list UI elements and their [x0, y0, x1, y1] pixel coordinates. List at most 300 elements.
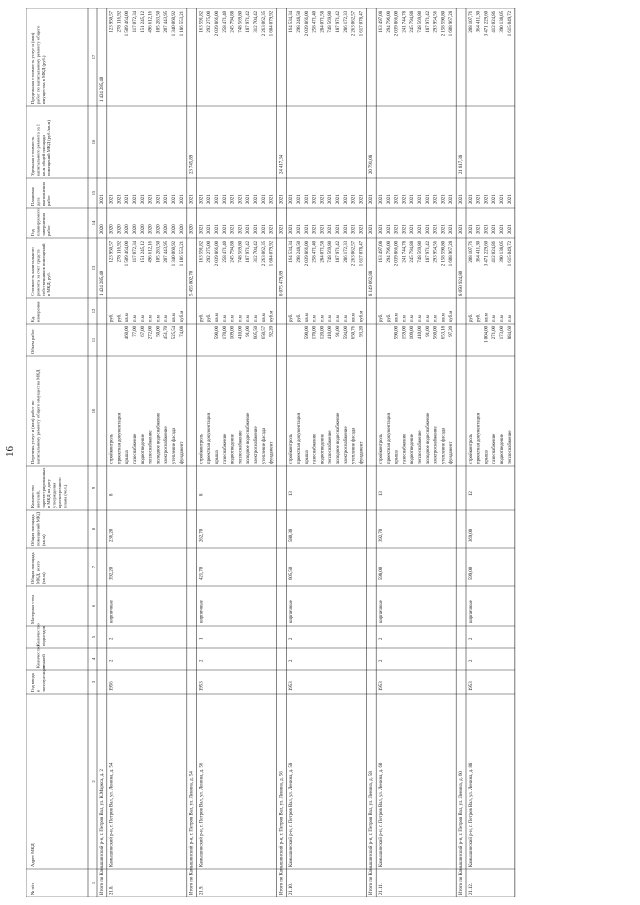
- work-year: 2020: [156, 224, 162, 234]
- work-name: стройконтроль: [199, 433, 205, 464]
- work-year: 2021: [351, 224, 357, 234]
- total-row-label: Итого по Камышинский р-н, г. Петров Вал, ул. К.Маркса, д. 2: [99, 769, 105, 895]
- column-number: 2: [91, 780, 96, 783]
- total-area: 421,70: [199, 566, 205, 580]
- work-unit: руб.: [109, 313, 115, 322]
- work-quantity: 74,08: [179, 326, 185, 337]
- work-name: стройконтроль: [109, 433, 115, 464]
- entrances: 2: [379, 637, 384, 640]
- work-limit: 1 617 078,47: [359, 11, 365, 37]
- floors: 2: [379, 659, 384, 662]
- column-header: Год вводавэксплуатацию: [30, 664, 46, 692]
- work-name: газоснабжение: [492, 433, 498, 464]
- work-limit: 245 794,88: [230, 11, 236, 33]
- work-limit: 1 608 967,28: [449, 11, 455, 37]
- total-year: 2020: [99, 224, 105, 234]
- column-number: 15: [91, 190, 96, 196]
- work-quantity: 91,00: [425, 326, 431, 337]
- work-cost: 105 283,50: [156, 241, 162, 263]
- work-cost: 748 569,80: [328, 241, 334, 263]
- work-year: 2021: [336, 224, 341, 234]
- wall-material: кирпичные: [199, 600, 205, 623]
- work-limit: 1 509 464,00: [125, 11, 131, 37]
- work-unit: п.м: [254, 315, 259, 322]
- work-quantity: 120,00: [320, 326, 326, 340]
- work-name: теплоснабжение: [148, 430, 154, 464]
- work-cost: 1 340 060,92: [172, 241, 177, 267]
- work-unit: п.м: [246, 315, 252, 322]
- work-unit: руб.: [386, 313, 392, 322]
- work-unit: руб.: [207, 313, 213, 322]
- work-unit: п.м: [433, 315, 439, 322]
- work-name: крыша: [125, 450, 131, 464]
- work-quantity: 451,70: [164, 326, 170, 340]
- work-quantity: 884,60: [507, 326, 513, 340]
- floors: 2: [109, 659, 115, 662]
- work-cost: 364 411,30: [476, 241, 482, 263]
- work-date: 2021: [246, 194, 252, 204]
- work-quantity: 92,20: [269, 326, 275, 337]
- work-unit: кв.м: [304, 313, 310, 322]
- work-unit: руб.: [379, 313, 384, 322]
- work-unit: кв.м: [172, 313, 177, 322]
- work-date: 2021: [418, 194, 423, 204]
- year-built: 1953: [199, 681, 205, 691]
- column-header: Стоимость капитальногоремонта за счет средствсобственников помещенийв МКД, руб.: [30, 243, 52, 296]
- work-year: 2021: [402, 224, 408, 234]
- work-cost: 1 604 079,92: [269, 241, 275, 267]
- work-name: водоотведение: [230, 434, 236, 464]
- column-number: 6: [91, 604, 96, 608]
- work-unit: п.м: [164, 315, 170, 322]
- work-cost: 241 744,78: [402, 241, 408, 263]
- work-year: 2021: [230, 224, 236, 234]
- work-year: 2021: [297, 224, 302, 234]
- work-quantity: 109,00: [230, 326, 236, 340]
- work-year: 2021: [261, 224, 267, 234]
- total-cost: 8 149 062,88: [369, 270, 375, 296]
- work-date: 2021: [343, 194, 349, 204]
- residents: 13: [289, 491, 295, 496]
- work-year: 2021: [289, 224, 295, 234]
- work-unit: руб.: [468, 313, 474, 322]
- work-date: 2021: [386, 194, 392, 204]
- work-limit: 2 039 866,00: [304, 11, 310, 37]
- floors: 2: [468, 659, 474, 662]
- work-date: 2021: [359, 194, 365, 204]
- work-quantity: 91,00: [336, 326, 341, 337]
- work-unit: п.м: [410, 315, 416, 322]
- work-date: 2021: [410, 194, 416, 204]
- work-quantity: 170,00: [312, 326, 318, 340]
- total-date: 2021: [369, 194, 375, 204]
- work-quantity: 650,76: [351, 326, 357, 340]
- work-unit: п.м: [222, 315, 228, 322]
- work-quantity: 594,00: [343, 326, 349, 340]
- work-unit: руб.: [476, 313, 482, 322]
- work-cost: 1 617 078,47: [359, 241, 365, 267]
- column-header: Предельная стоимость услуг и (или)работ по капитальному ремонту общегоимущества в МКД (руб.): [30, 25, 46, 104]
- house-address: Камышинский р-н, г. Петров Вал, ул. Ленина, д. 58: [289, 762, 295, 867]
- work-unit: п.м: [133, 315, 138, 322]
- work-name: фундамент: [269, 441, 275, 464]
- work-date: 2021: [254, 194, 259, 204]
- row-number: 21.12.: [468, 883, 474, 895]
- total-area: 392,20: [109, 566, 115, 580]
- work-date: 2021: [109, 194, 115, 204]
- work-date: 2021: [468, 194, 474, 204]
- work-cost: 1 608 967,28: [449, 241, 455, 267]
- work-date: 2021: [500, 194, 505, 204]
- work-year: 2021: [343, 224, 349, 234]
- work-cost: 294 796,00: [386, 241, 392, 263]
- total-unit-cost: 24 417,34: [279, 154, 285, 174]
- work-unit: п.м: [336, 315, 341, 322]
- work-limit: 258 471,40: [312, 11, 318, 33]
- work-year: 2021: [386, 224, 392, 234]
- work-name: газоснабжение: [402, 433, 408, 464]
- work-year: 2021: [449, 224, 455, 234]
- work-year: 2020: [172, 224, 177, 234]
- work-unit: п.м: [507, 315, 513, 322]
- work-unit: кв.м: [215, 313, 220, 322]
- column-header: Объем работ: [30, 329, 35, 354]
- work-name: фундамент: [449, 441, 455, 464]
- work-cost: 2 039 866,00: [215, 241, 220, 267]
- work-limit: 123 950,57: [109, 11, 115, 33]
- work-date: 2021: [304, 194, 310, 204]
- work-year: 2021: [304, 224, 310, 234]
- work-unit: п.м: [418, 315, 423, 322]
- work-limit: 748 569,80: [418, 11, 423, 33]
- work-quantity: 460,00: [125, 326, 131, 340]
- work-date: 2021: [148, 194, 154, 204]
- work-date: 2021: [222, 194, 228, 204]
- column-header: Адрес МКД: [30, 843, 35, 867]
- work-quantity: 650,57: [261, 326, 267, 340]
- column-number: 1: [91, 881, 96, 885]
- work-unit: кв.м: [351, 313, 357, 322]
- residents: 8: [109, 493, 115, 496]
- residents: 12: [468, 491, 474, 496]
- work-name: стройконтроль: [379, 433, 384, 464]
- column-number: 5: [91, 635, 96, 639]
- year-built: 1956: [109, 681, 115, 691]
- work-unit: куб.м: [179, 310, 185, 322]
- work-unit: п.м: [492, 315, 498, 322]
- column-header: Общая площадьМКД, всего(кв.м): [30, 552, 46, 584]
- column-number: 11: [91, 337, 96, 343]
- total-year: 2020: [189, 224, 195, 234]
- house-address: Камышинский р-н, г. Петров Вал, ул. Ленина, д. 88: [468, 762, 474, 867]
- work-date: 2021: [351, 194, 357, 204]
- work-quantity: 93,20: [359, 326, 365, 337]
- work-cost: 3 471 229,60: [484, 241, 490, 267]
- work-date: 2021: [328, 194, 334, 204]
- work-cost: 245 794,88: [410, 241, 416, 263]
- work-date: 2021: [394, 194, 400, 204]
- work-name: утепление фасада: [441, 427, 447, 464]
- work-date: 2021: [164, 194, 170, 204]
- work-cost: 748 569,80: [238, 241, 244, 263]
- total-date: 2021: [279, 194, 285, 204]
- wall-material: кирпичные: [109, 600, 115, 623]
- work-date: 2021: [133, 194, 138, 204]
- work-limit: 294 796,00: [386, 11, 392, 33]
- work-unit: п.м: [156, 315, 162, 322]
- work-cost: 2 158 590,80: [441, 241, 447, 267]
- work-unit: п.м: [425, 315, 431, 322]
- column-header: Количествожителей,зарегистрированныхв МКД на датуутверждениякраткосрочногоплана (чел.): [30, 467, 68, 508]
- total-date: 2021: [189, 194, 195, 204]
- work-year: 2021: [379, 224, 384, 234]
- work-date: 2021: [336, 194, 341, 204]
- work-date: 2021: [207, 194, 213, 204]
- year-built: 1953: [289, 681, 295, 691]
- total-limit: 1 424 285,40: [99, 76, 105, 102]
- work-year: 2021: [492, 224, 498, 234]
- total-unit-cost: 21 817,38: [459, 154, 464, 174]
- work-unit: п.м: [500, 315, 505, 322]
- work-limit: 207 443,95: [164, 11, 170, 33]
- work-unit: п.м: [140, 315, 146, 322]
- total-cost: 8 050 924,80: [459, 270, 464, 296]
- work-cost: 2 263 062,57: [351, 241, 357, 267]
- work-name: газоснабжение: [133, 433, 138, 464]
- work-limit: 151 245,12: [140, 11, 146, 33]
- work-name: фундамент: [359, 441, 365, 464]
- work-limit: 1 615 049,72: [507, 11, 513, 37]
- work-date: 2021: [297, 194, 302, 204]
- work-quantity: 653,18: [441, 326, 447, 340]
- work-name: крыша: [215, 450, 220, 464]
- work-year: 2021: [312, 224, 318, 234]
- total-year: 2021: [279, 224, 285, 234]
- work-quantity: 271,00: [492, 326, 498, 340]
- work-date: 2021: [261, 194, 267, 204]
- entrances: 2: [468, 637, 474, 640]
- work-date: 2021: [238, 194, 244, 204]
- work-limit: 105 283,50: [156, 11, 162, 33]
- rooms-area: 236,20: [109, 528, 115, 542]
- work-cost: 2 039 866,00: [394, 241, 400, 267]
- work-quantity: 590,00: [304, 326, 310, 340]
- total-row-label: Итого по Камышинский р-н, г. Петров Вал, ул. Ленина, д. 54: [189, 771, 195, 895]
- work-year: 2020: [179, 224, 185, 234]
- work-cost: 258 471,40: [222, 241, 228, 263]
- work-name: холодное водоснабжение: [425, 412, 431, 464]
- work-cost: 2 263 062,35: [261, 241, 267, 267]
- work-limit: 278 116,92: [117, 11, 123, 33]
- work-year: 2021: [410, 224, 416, 234]
- work-unit: руб.: [117, 313, 123, 322]
- column-header: № п/п: [30, 883, 35, 895]
- work-name: теплоснабжение: [507, 430, 513, 464]
- work-limit: 1 340 060,92: [172, 11, 177, 37]
- column-header: Плановаядатавыполненияработ: [30, 182, 52, 206]
- total-row-label: Итого по Камышинский р-н, г. Петров Вал, ул. Ленина, д. 58: [369, 771, 375, 895]
- total-row-label: Итого по Камышинский р-н, г. Петров Вал, ул. Ленина, д. 56: [279, 771, 285, 895]
- column-number: 17: [91, 54, 96, 60]
- work-year: 2020: [109, 224, 115, 234]
- work-unit: куб.м: [449, 310, 455, 322]
- year-built: 1953: [468, 681, 474, 691]
- work-date: 2021: [156, 194, 162, 204]
- work-name: утепление фасада: [261, 427, 267, 464]
- work-year: 2021: [269, 224, 275, 234]
- page-number: 16: [4, 446, 16, 457]
- column-number: 4: [91, 657, 96, 661]
- work-year: 2021: [507, 224, 513, 234]
- column-header: Ед.измерения: [30, 301, 41, 322]
- work-name: холодное водоснабжение: [336, 412, 341, 464]
- work-name: проектная документация: [386, 413, 392, 464]
- work-name: проектная документация: [207, 413, 213, 464]
- rooms-area: 392,70: [379, 528, 384, 542]
- work-limit: 748 569,80: [328, 11, 334, 33]
- work-cost: 292 275,00: [207, 241, 213, 263]
- work-name: холодное водоснабжение: [246, 412, 252, 464]
- work-limit: 187 971,42: [246, 11, 252, 33]
- work-limit: 1 186 553,21: [179, 11, 185, 37]
- work-date: 2021: [172, 194, 177, 204]
- work-quantity: 560,00: [433, 326, 439, 340]
- work-date: 2021: [476, 194, 482, 204]
- column-header: Общая площадьпомещений МКД(кв.м): [30, 512, 46, 546]
- wall-material: кирпичные: [379, 600, 384, 623]
- work-quantity: 77,00: [133, 326, 138, 337]
- work-cost: 278 116,92: [117, 241, 123, 263]
- work-name: утепление фасада: [172, 427, 177, 464]
- house-address: Камышинский р-н, г. Петров Вал, ул. Ленина, д. 60: [379, 762, 384, 867]
- work-cost: 207 443,95: [164, 241, 170, 263]
- work-year: 2021: [433, 224, 439, 234]
- house-address: Камышинский р-н, г. Петров Вал, ул. Ленина, д. 56: [199, 762, 205, 867]
- work-cost: 208 107,76: [468, 241, 474, 263]
- total-cost: 5 455 802,70: [189, 270, 195, 296]
- column-number: 3: [91, 680, 96, 684]
- work-limit: 292 275,00: [207, 11, 213, 33]
- work-year: 2021: [468, 224, 474, 234]
- column-number: 12: [91, 308, 96, 314]
- work-year: 2021: [500, 224, 505, 234]
- work-limit: 164 534,34: [289, 11, 295, 33]
- work-cost: 748 569,80: [418, 241, 423, 263]
- work-name: электроснабжение: [343, 426, 349, 464]
- work-limit: 748 569,80: [238, 11, 244, 33]
- work-limit: 2 039 866,00: [215, 11, 220, 37]
- work-unit: руб.: [289, 313, 295, 322]
- work-cost: 293 954,56: [433, 241, 439, 263]
- work-unit: п.м: [148, 315, 154, 322]
- work-unit: руб.: [199, 313, 205, 322]
- year-built: 1953: [379, 681, 384, 691]
- wall-material: кирпичные: [468, 600, 474, 623]
- work-unit: кв.м: [125, 313, 131, 322]
- column-header: Количествоподъездов: [35, 623, 46, 646]
- work-date: 2021: [441, 194, 447, 204]
- total-year: 2021: [369, 224, 375, 234]
- total-cost: 8 075 479,89: [279, 270, 285, 296]
- work-name: электроснабжение: [164, 426, 170, 464]
- work-cost: 123 950,57: [109, 241, 115, 263]
- work-cost: 496 612,16: [148, 241, 154, 263]
- column-number: 8: [91, 527, 96, 531]
- column-header: Материал стен: [30, 595, 35, 624]
- work-quantity: 67,00: [140, 326, 146, 337]
- work-year: 2021: [441, 224, 447, 234]
- work-year: 2021: [222, 224, 228, 234]
- work-limit: 2 158 590,80: [441, 11, 447, 37]
- rooms-area: 369,00: [468, 528, 474, 542]
- work-unit: руб.: [297, 313, 302, 322]
- work-name: теплоснабжение: [238, 430, 244, 464]
- work-quantity: 605,50: [254, 326, 259, 340]
- work-date: 2021: [215, 194, 220, 204]
- work-limit: 2 263 062,57: [351, 11, 357, 37]
- work-name: фундамент: [179, 441, 185, 464]
- work-unit: п.м: [320, 315, 326, 322]
- column-header: Перечень услуг и (или) работ покапитальному ремонту общего имущества МКД: [30, 369, 41, 464]
- work-year: 2020: [140, 224, 146, 234]
- work-quantity: 91,00: [246, 326, 252, 337]
- work-name: крыша: [394, 450, 400, 464]
- total-year: 2021: [459, 224, 464, 234]
- work-limit: 496 612,16: [148, 11, 154, 33]
- work-name: теплоснабжение: [328, 430, 334, 464]
- work-quantity: 97,20: [449, 326, 455, 337]
- work-date: 2021: [320, 194, 326, 204]
- work-date: 2021: [179, 194, 185, 204]
- work-name: теплоснабжение: [418, 430, 423, 464]
- work-date: 2021: [230, 194, 236, 204]
- work-name: проектная документация: [476, 413, 482, 464]
- work-year: 2021: [207, 224, 213, 234]
- work-unit: куб.м: [359, 310, 365, 322]
- work-cost: 390 138,05: [500, 241, 505, 263]
- work-limit: 163 497,08: [379, 11, 384, 33]
- column-number: 16: [91, 139, 96, 145]
- work-cost: 284 071,58: [320, 241, 326, 263]
- work-date: 2021: [269, 194, 275, 204]
- work-year: 2021: [246, 224, 252, 234]
- work-year: 2021: [484, 224, 490, 234]
- work-limit: 163 591,82: [199, 11, 205, 33]
- work-year: 2020: [133, 224, 138, 234]
- work-limit: 3 471 229,60: [484, 11, 490, 37]
- work-date: 2021: [140, 194, 146, 204]
- residents: 8: [199, 493, 205, 496]
- total-unit-cost: 20 791,08: [369, 154, 375, 174]
- column-number: 13: [91, 265, 96, 271]
- work-limit: 241 744,78: [402, 11, 408, 33]
- work-quantity: 173,00: [500, 326, 505, 340]
- repair-plan-table: [26, 8, 626, 897]
- work-date: 2021: [125, 194, 131, 204]
- work-name: холодное водоснабжение: [156, 412, 162, 464]
- total-area: 598,00: [379, 566, 384, 580]
- work-quantity: 50,00: [156, 326, 162, 337]
- work-year: 2021: [328, 224, 334, 234]
- work-limit: 117 072,34: [133, 11, 138, 33]
- work-cost: 412 024,86: [492, 241, 498, 263]
- work-limit: 312 704,42: [254, 11, 259, 33]
- work-year: 2020: [148, 224, 154, 234]
- work-quantity: 525,54: [172, 326, 177, 340]
- work-name: электроснабжение: [433, 426, 439, 464]
- total-area: 605,50: [289, 566, 295, 580]
- work-quantity: 170,00: [222, 326, 228, 340]
